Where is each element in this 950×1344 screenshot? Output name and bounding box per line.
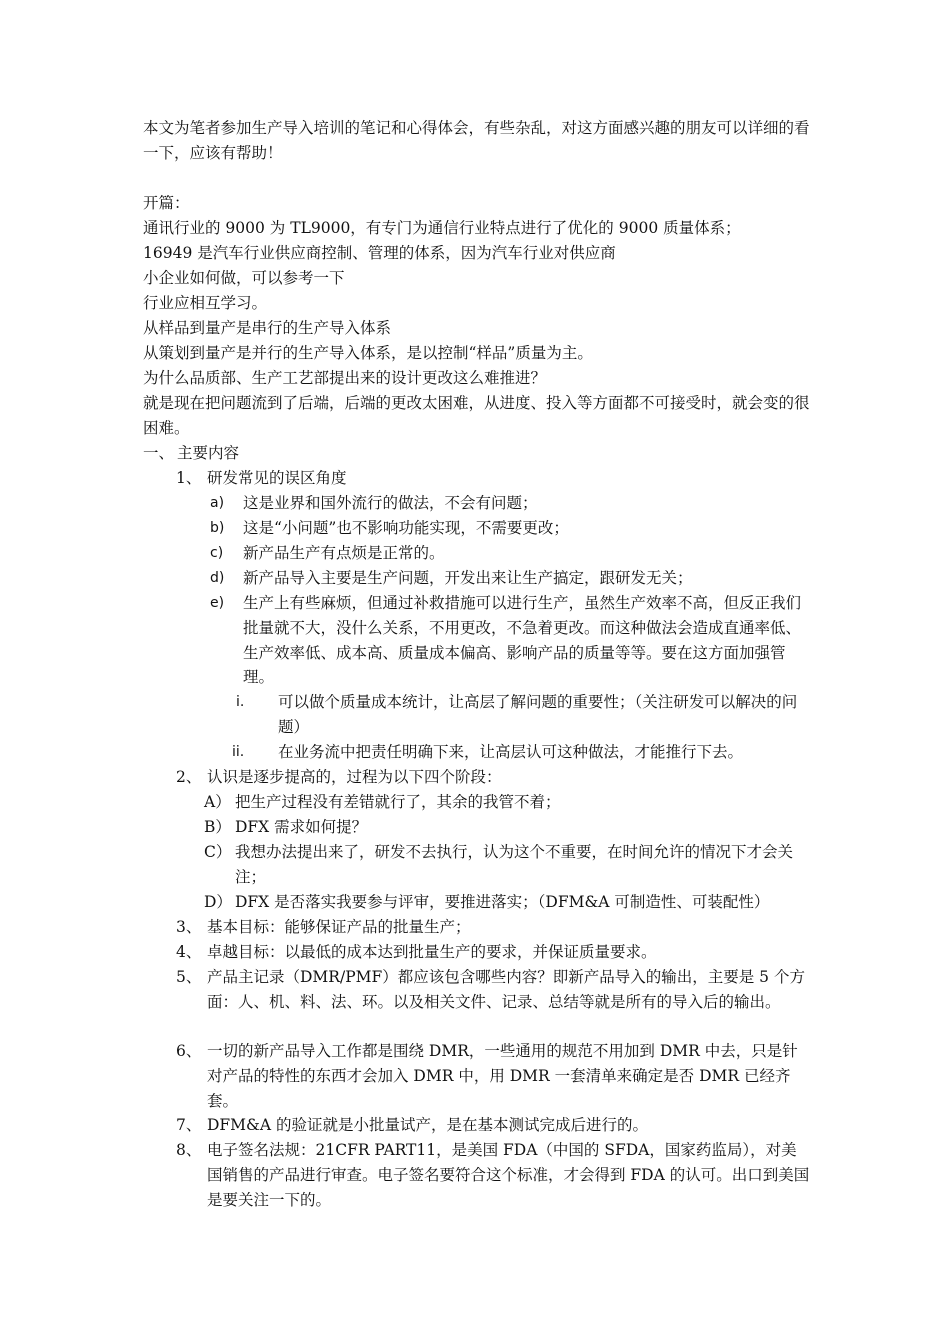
list-text: 新产品导入主要是生产问题，开发出来让生产搞定，跟研发无关；	[243, 569, 693, 587]
list-text: DFX 是否落实我要参与评审，要推进落实；（DFM&A 可制造性、可装配性）	[235, 893, 770, 911]
list-marker: D）	[204, 893, 232, 911]
list-text: DFX 需求如何提？	[235, 818, 368, 836]
list-text: 卓越目标：以最低的成本达到批量生产的要求，并保证质量要求。	[207, 943, 657, 961]
opening-line: 从策划到量产是并行的生产导入体系，是以控制“样品”质量为主。	[143, 344, 593, 362]
list-marker: B）	[204, 818, 231, 836]
list-text: 基本目标：能够保证产品的批量生产；	[207, 918, 471, 936]
list-text: 可以做个质量成本统计，让高层了解问题的重要性；（关注研发可以解决的问题）	[278, 693, 798, 736]
list-text: 这是“小问题”也不影响功能实现，不需要更改；	[243, 519, 569, 537]
list-marker: 3、	[176, 918, 202, 936]
opening-line: 小企业如何做，可以参考一下	[143, 269, 345, 287]
opening-line: 就是现在把问题流到了后端，后端的更改太困难，从进度、投入等方面都不可接受时，就会变的很困难。	[143, 394, 810, 437]
list-marker: 4、	[176, 943, 202, 961]
list-marker: c)	[210, 545, 224, 561]
list-text: 研发常见的误区角度	[207, 469, 347, 487]
list-marker: i.	[236, 694, 245, 710]
list-text: DFM&A 的验证就是小批量试产，是在基本测试完成后进行的。	[207, 1116, 648, 1134]
opening-line: 16949 是汽车行业供应商控制、管理的体系，因为汽车行业对供应商	[143, 244, 616, 262]
list-marker: a)	[210, 495, 225, 511]
opening-heading: 开篇：	[143, 194, 190, 212]
list-text: 产品主记录（DMR/PMF）都应该包含哪些内容？即新产品导入的输出，主要是 5 个方面：人、机、料、法、环。以及相关文件、记录、总结等就是所有的导入后的输出。	[207, 968, 805, 1011]
list-text: 认识是逐步提高的，过程为以下四个阶段：	[207, 768, 502, 786]
list-marker: C）	[204, 843, 232, 861]
list-text: 把生产过程没有差错就行了，其余的我管不着；	[235, 793, 561, 811]
list-text: 生产上有些麻烦，但通过补救措施可以进行生产，虽然生产效率不高，但反正我们批量就不大，没什么关系，不用更改，不急着更改。而这种做法会造成直通率低、生产效率低、成本高、质量成本偏高、影响产品的质量等等。要在这方面加强管理。	[243, 594, 802, 687]
list-text: 这是业界和国外流行的做法，不会有问题；	[243, 494, 538, 512]
list-marker: A）	[204, 793, 231, 811]
list-marker: b)	[210, 520, 225, 536]
list-marker: 7、	[176, 1116, 202, 1134]
list-marker: 8、	[176, 1141, 202, 1159]
list-text: 我想办法提出来了，研发不去执行，认为这个不重要，在时间允许的情况下才会关注；	[235, 843, 794, 886]
list-marker: 6、	[176, 1042, 202, 1060]
section-title: 主要内容	[177, 444, 240, 462]
list-marker: ii.	[232, 744, 245, 760]
list-marker: 1、	[176, 469, 202, 487]
list-text: 在业务流中把责任明确下来，让高层认可这种做法，才能推行下去。	[278, 743, 744, 761]
list-text: 一切的新产品导入工作都是围绕 DMR，一些通用的规范不用加到 DMR 中去，只是针对产品的特性的东西才会加入 DMR 中，用 DMR 一套清单来确定是否 DMR 已经齐套。	[207, 1042, 798, 1110]
list-marker: 2、	[176, 768, 202, 786]
opening-line: 为什么品质部、生产工艺部提出来的设计更改这么难推进？	[143, 369, 547, 387]
list-marker: 5、	[176, 968, 202, 986]
opening-line: 从样品到量产是串行的生产导入体系	[143, 319, 392, 337]
opening-line: 通讯行业的 9000 为 TL9000，有专门为通信行业特点进行了优化的 9000 质量体系；	[143, 219, 741, 237]
intro-paragraph: 本文为笔者参加生产导入培训的笔记和心得体会，有些杂乱，对这方面感兴趣的朋友可以详细的看一下，应该有帮助！	[143, 119, 810, 162]
list-text: 新产品生产有点烦是正常的。	[243, 544, 445, 562]
list-marker: d)	[210, 570, 225, 586]
opening-line: 行业应相互学习。	[143, 294, 268, 312]
list-marker: e)	[210, 595, 225, 611]
list-text: 电子签名法规：21CFR PART11，是美国 FDA（中国的 SFDA，国家药监局），对美国销售的产品进行审查。电子签名要符合这个标准，才会得到 FDA 的认可。出口到美国是要关注一下的。	[207, 1141, 810, 1209]
section-marker: 一、	[143, 444, 175, 462]
